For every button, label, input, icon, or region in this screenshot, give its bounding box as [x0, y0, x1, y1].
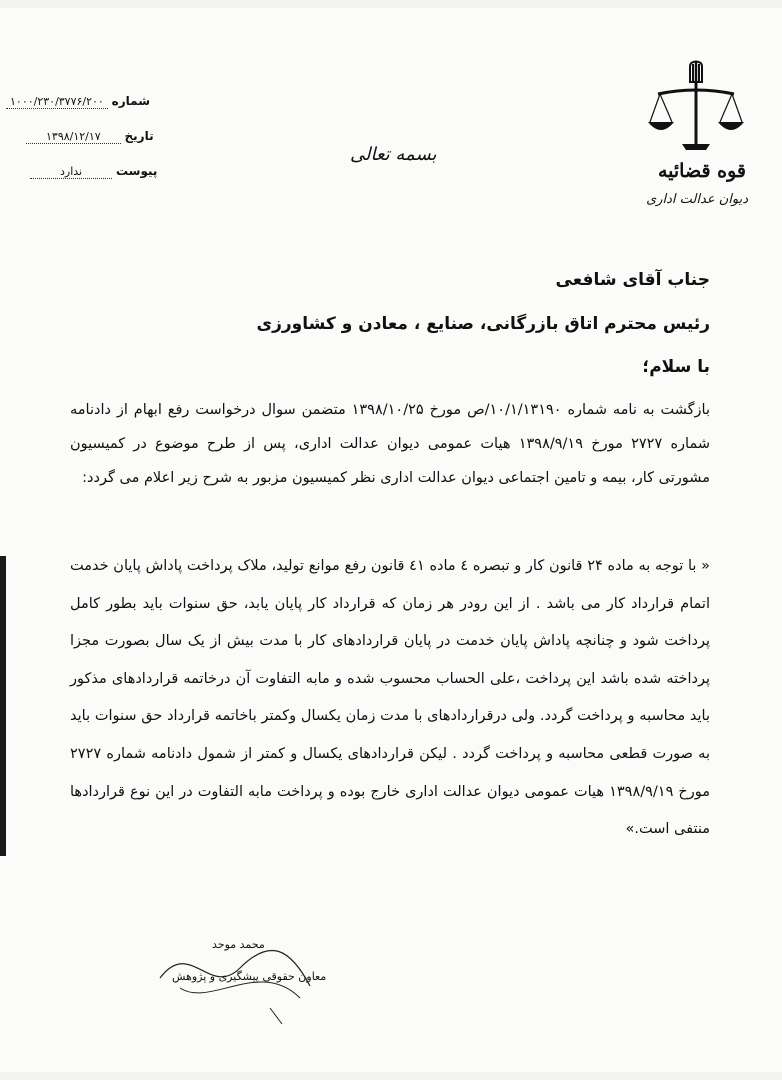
letter-date — [26, 129, 154, 144]
page-edge-shadow — [0, 556, 6, 856]
body-paragraph-2: « با توجه به ماده ۲۴ قانون کار و تبصره ٤ ماده ٤١ قانون رفع موانع تولید، ملاک پرداخت پاداش پایان خدمت اتمام قرارداد کار می باشد . از این رودر هر زمان که قرارداد کار پایان یابد، حق سنوات باید بطور کامل پرداخت شود و چنانچه پاداش پایان خدمت در پایان قراردادهای کار با مدت بیش از یک سال بصورت مجزا پرداخته شده باشد این پرداخت ،علی الحساب محسوب شده و مابه التفاوت آن درخاتمه قراردادهای مذکور باید محاسبه و پرداخت گردد. ولی درقراردادهای با مدت زمان یکسال وکمتر باخاتمه قرارداد حق سنوات باید به صورت قطعی محاسبه و پرداخت گردد . لیکن قراردادهای یکسال و کمتر از شمول دادنامه شماره ۲۷۲۷ مورخ ۱۳۹۸/۹/۱۹ هیات عمومی دیوان عدالت اداری خارج بوده و پرداخت مابه التفاوت در این نوع قراردادها منتفی است.» — [70, 558, 711, 838]
signatory-title: معاون حقوقی پیشگیری و پژوهش — [172, 970, 327, 983]
emblem-subtitle: دیوان عدالت اداری — [646, 192, 748, 207]
letter-number — [6, 94, 150, 109]
attachment-label: پیوست — [115, 164, 158, 178]
date-label: تاریخ — [124, 129, 154, 143]
letter-page — [0, 8, 782, 1072]
addressee-title: رئیس محترم اتاق بازرگانی، صنایع ، معادن و کشاورزی — [256, 314, 710, 334]
judiciary-emblem — [642, 58, 752, 218]
signatory-name: محمد موحد — [212, 938, 265, 951]
attachment-value: ندارد — [30, 165, 112, 179]
basmala: بسمه تعالی — [350, 144, 437, 165]
date-value: ۱۳۹۸/۱۲/۱۷ — [26, 130, 121, 144]
greeting: با سلام؛ — [642, 357, 710, 377]
scales-of-justice-icon — [646, 58, 746, 158]
number-value: ۱۰۰۰/۲۳۰/۳۷۷۶/۲۰۰ — [6, 95, 108, 109]
number-label: شماره — [111, 94, 151, 108]
body-paragraph-1: بازگشت به نامه شماره ۱۰/۱/۱۳۱۹۰/ص مورخ ۱۳۹۸/۱۰/۲۵ متضمن سوال درخواست رفع ابهام از دادنامه شماره ۲۷۲۷ مورخ ۱۳۹۸/۹/۱۹ هیات عمومی دیوان عدالت اداری، پس از طرح موضوع در کمیسیون مشورتی کار، بیمه و تامین اجتماعی دیوان عدالت اداری نظر کمیسیون مزبور به شرح زیر اعلام می گردد: — [70, 402, 710, 486]
addressee-name: جناب آقای شافعی — [555, 270, 710, 290]
emblem-title: قوه قضائیه — [657, 160, 746, 182]
letter-attachment — [30, 164, 157, 179]
